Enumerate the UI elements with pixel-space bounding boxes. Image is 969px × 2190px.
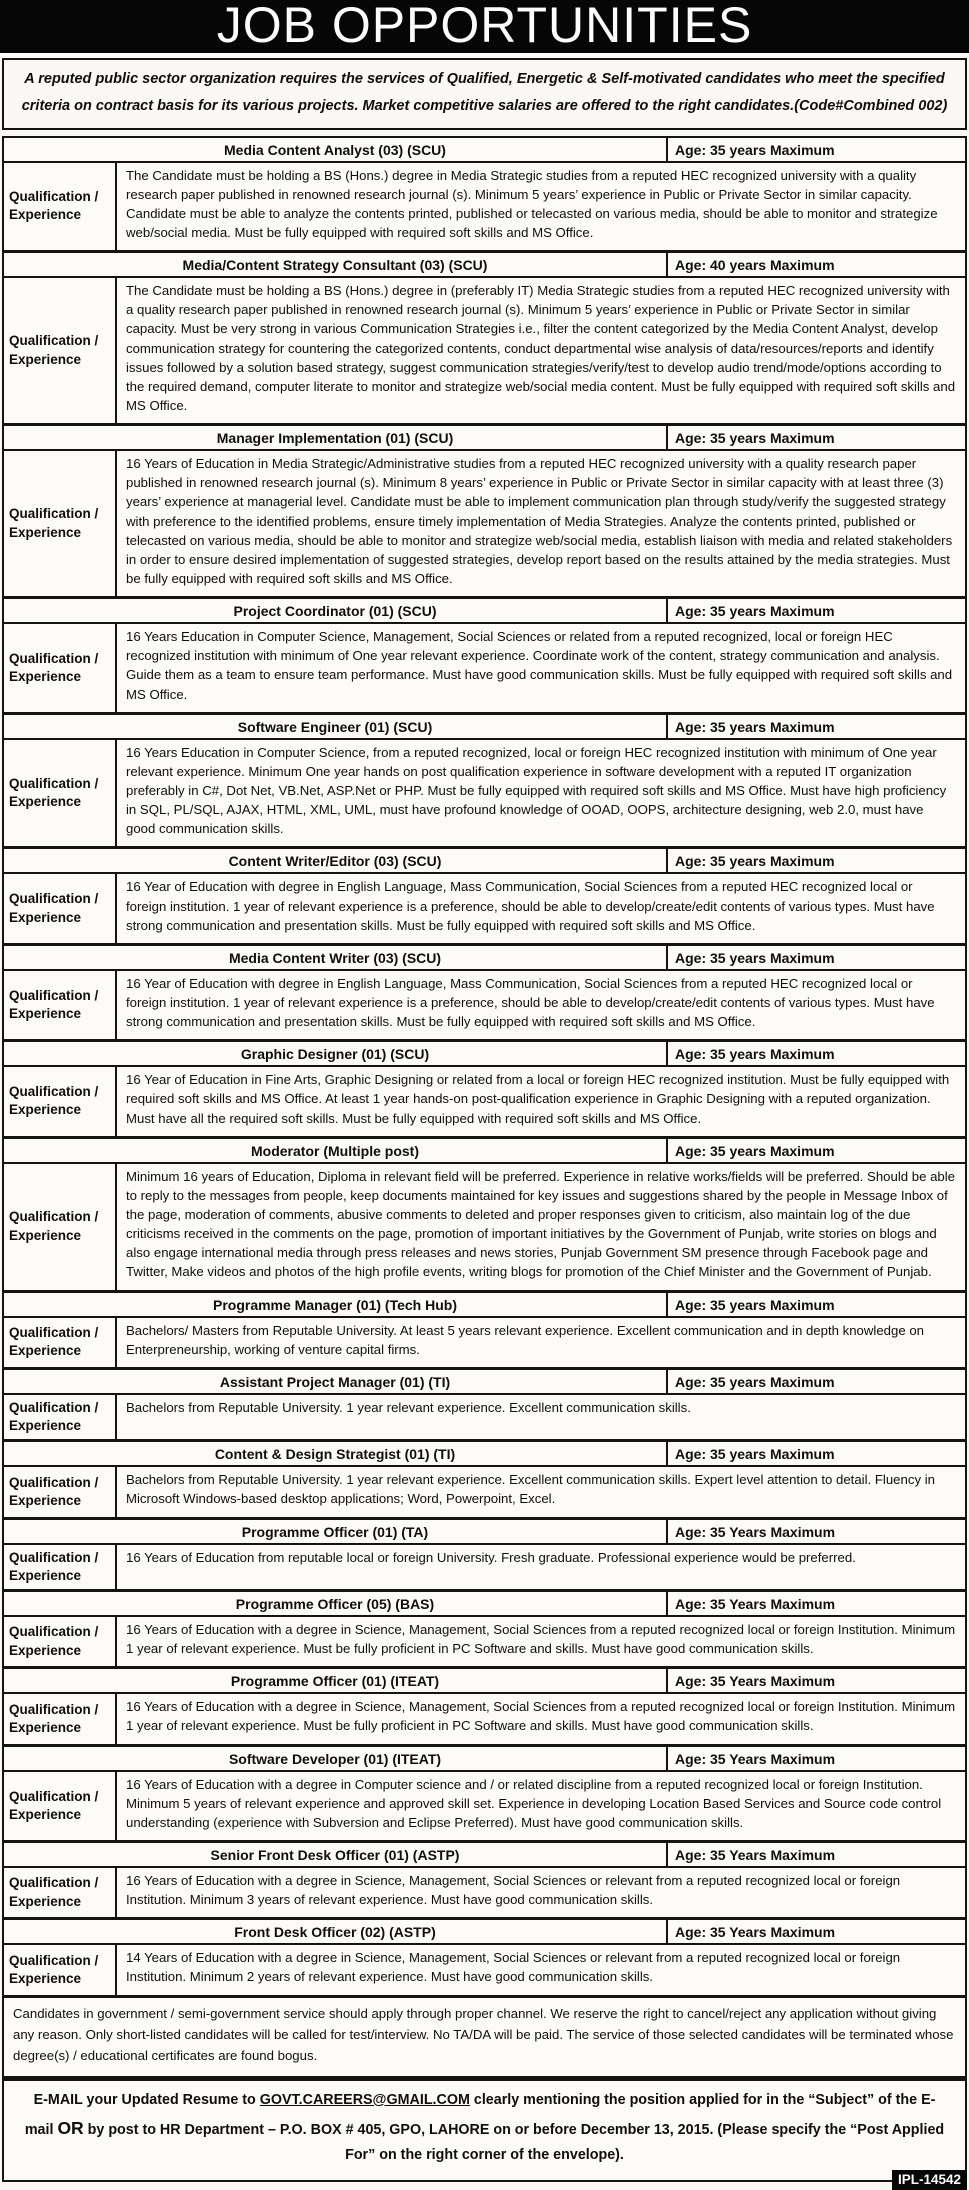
job-description: 16 Years of Education from reputable local or foreign University. Fresh graduate. Professional experience would be preferred.	[126, 1549, 856, 1565]
job-age-limit: Age: 35 years Maximum	[666, 849, 965, 872]
job-qualification-label: Qualification / Experience	[4, 1164, 117, 1290]
job-description: Bachelors from Reputable University. 1 year relevant experience. Excellent communication skills. Expert level attention to detail. Fluency in Microsoft Windows-based desktop applications; Word, Powerpoint, Excel.	[126, 1472, 935, 1507]
job-header-row	[4, 1669, 965, 1694]
job-body-row	[4, 1467, 965, 1516]
job-title: Manager Implementation (01) (SCU)	[216, 430, 454, 447]
job-age-limit: Age: 35 years Maximum	[666, 1370, 965, 1393]
job-qualification-label: Qualification / Experience	[4, 1067, 117, 1135]
job-qualification-label: Qualification / Experience	[4, 1772, 117, 1840]
job-age-limit: Age: 35 years Maximum	[666, 599, 965, 622]
job-qualification-label: Qualification / Experience	[4, 278, 117, 423]
job-title: Software Developer (01) (ITEAT)	[228, 1750, 442, 1767]
job-body-row	[4, 1395, 965, 1439]
job-title: Programme Officer (05) (BAS)	[235, 1595, 435, 1612]
job-qualification-label: Qualification / Experience	[4, 1318, 117, 1367]
job-age-limit: Age: 35 years Maximum	[666, 1139, 965, 1162]
job-qualification-label: Qualification / Experience	[4, 1545, 117, 1589]
job-title: Moderator (Multiple post)	[251, 1142, 419, 1159]
job-description: 16 Year of Education with degree in English Language, Mass Communication, Social Sciences from a reputed HEC recognized local or foreign institution. 1 year of relevant experience is a preference, should be able to develop/create/edit contents of various types. Must have strong communication and presentation skills. Must be fully equipped with required soft skills and MS Office.	[126, 975, 935, 1030]
intro-box	[2, 58, 967, 130]
job-description: 16 Years of Education with a degree in Science, Management, Social Sciences from a reputed recognized local or foreign Institution. Minimum 1 year of relevant experience. Must be fully proficient in PC Software and skills. Must have good communication skills.	[126, 1699, 956, 1734]
job-header-row	[4, 715, 965, 740]
job-block	[4, 1843, 965, 1920]
job-qualification-label: Qualification / Experience	[4, 1467, 117, 1516]
job-block	[4, 426, 965, 599]
job-qualification-label: Qualification / Experience	[4, 1395, 117, 1439]
job-block	[4, 1592, 965, 1669]
job-title: Project Coordinator (01) (SCU)	[233, 603, 437, 620]
job-block	[4, 1042, 965, 1138]
job-description: 16 Years of Education in Media Strategic/Administrative studies from a reputed HEC recognized university with a quality research paper published in renowned research journal (s). Minimum 8 years’ experience in Public or Private Sector in similar capacity with at least three (3) years’ experience at managerial level. Candidate must be able to implement communication plan through study/verify the suggested strategy with preference to the identified problems, ensure timely implementation of Media Strategies. Analyze the contents printed, published or telecasted on various media, should be able to monitor and strategize web/social media, establish liaison with media and related stakeholders in order to ensure desired implementation of suggested strategies, develop report based on the results attained by the media strategies. Must be fully equipped with required soft skills and MS Office.	[126, 456, 953, 587]
job-title: Content Writer/Editor (03) (SCU)	[228, 853, 442, 870]
job-qualification-label: Qualification / Experience	[4, 1945, 117, 1994]
job-description: The Candidate must be holding a BS (Hons.) degree in Media Strategic studies from a reputed HEC recognized university with a quality research paper published in renowned research journal (s). Minimum 5 years’ experience in Public or Private Sector in similar capacity. Candidate must be able to analyze the contents printed, published or telecasted on various media, should be able to monitor and strategize web/social media. Must be fully equipped with required soft skills and MS Office.	[126, 167, 938, 241]
job-block	[4, 1520, 965, 1592]
job-title: Senior Front Desk Officer (01) (ASTP)	[210, 1846, 460, 1863]
job-description: The Candidate must be holding a BS (Hons.) degree in (preferably IT) Media Strategic studies from a reputed HEC recognized university with a quality research paper published in renowned research journal (s). Minimum 5 years’ experience in Public or Private Sector in similar capacity. Must be very strong in various Communication Strategies i.e., filter the content categorized by the Media Content Analyst, develop communication strategy for countering the categorized contents, conduct departmental wise analysis of data/resources/reports and identify issues followed by a solution based strategy, suggest communication strategies/verify/test to develop audio trend/mode/options according to the required demand, computer literate to monitor and strategize web/social media content. Must be fully equipped with required soft skills and MS Office.	[126, 283, 956, 414]
job-title: Software Engineer (01) (SCU)	[237, 718, 433, 735]
job-title: Media/Content Strategy Consultant (03) (SCU)	[182, 257, 488, 274]
job-description: 16 Years of Education with a degree in Computer science and / or related discipline from a reputed recognized local or foreign Institution. Minimum 5 years of relevant experience and approved skill set. Experience in developing Location Based Services and Source code control understanding (experience with Subversion and Eclipse Preferred). Must have good communication skills.	[126, 1776, 942, 1830]
job-age-limit: Age: 35 years Maximum	[666, 138, 965, 161]
job-block	[4, 1139, 965, 1293]
job-body-row	[4, 624, 965, 712]
job-block	[4, 1920, 965, 1997]
ad-title-bar	[0, 0, 969, 53]
page-title: JOB OPPORTUNITIES	[216, 0, 753, 53]
job-qualification-label: Qualification / Experience	[4, 874, 117, 942]
job-header-row	[4, 1520, 965, 1545]
job-header-row	[4, 1592, 965, 1617]
job-block	[4, 715, 965, 850]
job-header-row	[4, 1920, 965, 1945]
job-body-row	[4, 278, 965, 423]
footer-note-text: Candidates in government / semi-government service should apply through proper channel. We reserve the right to cancel/reject any application without giving any reason. Only short-listed candidates will be called for test/interview. No TA/DA will be paid. The service of those selected candidates will be terminated whose degree(s) / educational certificates are found bogus.	[13, 2005, 954, 2064]
job-header-row	[4, 946, 965, 971]
job-title: Programme Officer (01) (ITEAT)	[230, 1673, 440, 1690]
job-age-limit: Age: 35 Years Maximum	[666, 1920, 965, 1943]
job-header-row	[4, 1843, 965, 1868]
job-body-row	[4, 1694, 965, 1743]
job-body-row	[4, 1545, 965, 1589]
job-body-row	[4, 874, 965, 942]
job-body-row	[4, 451, 965, 596]
ref-badge: IPL-14542	[892, 2170, 967, 2190]
job-qualification-label: Qualification / Experience	[4, 1617, 117, 1666]
job-description: Minimum 16 years of Education, Diploma in relevant field will be preferred. Experience in relative works/fields will be preferred. Should be able to reply to the messages from people, keep documents maintained for key issues and suggestions shared by the people in Message Inbox of the page, moderation of comments, abusive comments to deleted and proper responses given to criticism, also maintain log of the due criticisms received in the comments on the page, promotion of important initiatives by the Government of Punjab, write stories on blogs and also engage international media through press releases and news stories, Punjab Government SM presence through Facebook page and Twitter, Make videos and photos of the high profile events, writing blogs for promotion of the Chief Minister and the Government of Punjab.	[126, 1168, 956, 1280]
job-description: Bachelors from Reputable University. 1 year relevant experience. Excellent communication skills.	[126, 1399, 691, 1415]
email-link[interactable]: GOVT.CAREERS@GMAIL.COM	[259, 2091, 470, 2108]
job-age-limit: Age: 35 years Maximum	[666, 1042, 965, 1065]
job-age-limit: Age: 35 Years Maximum	[666, 1592, 965, 1615]
job-age-limit: Age: 35 years Maximum	[666, 1293, 965, 1316]
job-age-limit: Age: 35 years Maximum	[666, 1442, 965, 1465]
apply-or: OR	[57, 2117, 84, 2138]
job-qualification-label: Qualification / Experience	[4, 163, 117, 251]
job-body-row	[4, 1164, 965, 1290]
job-title: Programme Manager (01) (Tech Hub)	[212, 1296, 457, 1313]
apply-text	[24, 2088, 945, 2169]
job-header-row	[4, 849, 965, 874]
job-title: Media Content Analyst (03) (SCU)	[224, 141, 446, 158]
job-block	[4, 1747, 965, 1843]
job-block	[4, 253, 965, 426]
job-title: Assistant Project Manager (01) (TI)	[219, 1373, 451, 1390]
job-age-limit: Age: 35 Years Maximum	[666, 1747, 965, 1770]
job-description: 16 Years of Education with a degree in Science, Management, Social Sciences from a reputed recognized local or foreign Institution. Minimum 1 year of relevant experience. Must be fully proficient in PC Software and skills. Must have good communication skills.	[126, 1621, 956, 1657]
job-description: 16 Year of Education with degree in English Language, Mass Communication, Social Sciences from a reputed HEC recognized local or foreign institution. 1 year of relevant experience is a preference, should be able to develop/create/edit contents of various types. Must have strong communication and presentation skills. Must be fully equipped with required soft skills and MS Office.	[126, 879, 935, 933]
apply-prefix: E-MAIL your Updated Resume to	[33, 2091, 260, 2108]
job-block	[4, 1442, 965, 1519]
job-header-row	[4, 1747, 965, 1772]
job-header-row	[4, 1042, 965, 1067]
job-title: Graphic Designer (01) (SCU)	[240, 1046, 430, 1063]
apply-instructions-box	[2, 2078, 967, 2183]
job-description: 16 Year of Education in Fine Arts, Graphic Designing or related from a local or foreign HEC recognized institution. Must be fully equipped with required soft skills and MS Office. At least 1 year hands-on post-qualification experience in Graphic Designing with a reputed organization. Must have all the required soft skills. Must be fully equipped with required soft skills and MS Office.	[126, 1072, 950, 1126]
job-block	[4, 849, 965, 945]
job-header-row	[4, 1139, 965, 1164]
job-description: 16 Years Education in Computer Science, from a reputed recognized, local or foreign HEC recognized institution with minimum of One year relevant experience. Minimum One year hands on post qualification experience in software development with a reputed IT organization preferably in C#, Dot Net, VB.Net, ASP.Net or PHP. Must be fully equipped with required soft skills and MS Office. Must have high proficiency in SQL, PL/SQL, AJAX, HTML, XML, UML, must have profound knowledge of OOAD, OOPS, architecture designing, web 2.0, must have good communication skills.	[126, 744, 947, 837]
job-body-row	[4, 1772, 965, 1840]
job-qualification-label: Qualification / Experience	[4, 624, 117, 712]
job-block	[4, 1669, 965, 1746]
job-block	[4, 946, 965, 1042]
job-header-row	[4, 1293, 965, 1318]
job-title: Programme Officer (01) (TA)	[241, 1523, 429, 1540]
job-body-row	[4, 1318, 965, 1367]
job-age-limit: Age: 35 years Maximum	[666, 426, 965, 449]
job-description: 16 Years of Education with a degree in Science, Management, Social Sciences or relevant from a reputed recognized local or foreign Institution. Minimum 3 years of relevant experience. Must have good communication skills.	[126, 1872, 901, 1908]
jobs-table	[4, 138, 965, 1998]
jobs-sheet	[2, 136, 967, 2078]
job-header-row	[4, 1442, 965, 1467]
job-description: Bachelors/ Masters from Reputable University. At least 5 years relevant experience. Excellent communication and in depth knowledge on Enterpreneurship, working of venture capital firms.	[126, 1322, 925, 1357]
job-body-row	[4, 163, 965, 251]
job-body-row	[4, 1067, 965, 1135]
job-block	[4, 1370, 965, 1442]
job-title: Media Content Writer (03) (SCU)	[228, 949, 442, 966]
job-block	[4, 599, 965, 715]
job-qualification-label: Qualification / Experience	[4, 451, 117, 596]
job-body-row	[4, 1945, 965, 1994]
job-header-row	[4, 426, 965, 451]
job-body-row	[4, 1617, 965, 1666]
apply-suffix: by post to HR Department – P.O. BOX # 405, GPO, LAHORE on or before December 13, 2015. (Please specify the “Post Applied For” on the right corner of the envelope).	[83, 2121, 945, 2164]
job-description: 16 Years Education in Computer Science, Management, Social Sciences or related from a reputed recognized, local or foreign HEC recognized institution with minimum of One year relevant experience. Coordinate work of the content, strategy communication and analysis. Guide them as a team to ensure team performance. Must have good communication skills. Must be fully equipped with required soft skills and MS Office.	[126, 629, 953, 702]
job-age-limit: Age: 40 years Maximum	[666, 253, 965, 276]
job-qualification-label: Qualification / Experience	[4, 971, 117, 1039]
job-header-row	[4, 1370, 965, 1395]
job-title: Front Desk Officer (02) (ASTP)	[234, 1924, 436, 1941]
job-age-limit: Age: 35 years Maximum	[666, 946, 965, 969]
job-age-limit: Age: 35 Years Maximum	[666, 1669, 965, 1692]
job-age-limit: Age: 35 years Maximum	[666, 715, 965, 738]
job-body-row	[4, 740, 965, 847]
job-body-row	[4, 1868, 965, 1917]
footer-note	[4, 1998, 965, 2076]
job-header-row	[4, 253, 965, 278]
job-header-row	[4, 599, 965, 624]
job-block	[4, 138, 965, 254]
job-qualification-label: Qualification / Experience	[4, 740, 117, 847]
apply-middle: clearly mentioning the position applied for in the “Subject” of the E-mail	[24, 2091, 936, 2138]
job-age-limit: Age: 35 Years Maximum	[666, 1520, 965, 1543]
job-block	[4, 1293, 965, 1370]
job-age-limit: Age: 35 Years Maximum	[666, 1843, 965, 1866]
job-description: 14 Years of Education with a degree in Science, Management, Social Sciences or relevant from a reputed recognized local or foreign Institution. Minimum 2 years of relevant experience. Must have good communication skills.	[126, 1950, 901, 1985]
intro-text: A reputed public sector organization requires the services of Qualified, Energetic & Self-motivated candidates who meet the specified criteria on contract basis for its various projects. Market competitive salaries are offered to the right candidates.(Code#Combined 002)	[21, 71, 948, 114]
job-header-row	[4, 138, 965, 163]
job-qualification-label: Qualification / Experience	[4, 1868, 117, 1917]
job-body-row	[4, 971, 965, 1039]
job-qualification-label: Qualification / Experience	[4, 1694, 117, 1743]
job-title: Content & Design Strategist (01) (TI)	[214, 1446, 456, 1463]
